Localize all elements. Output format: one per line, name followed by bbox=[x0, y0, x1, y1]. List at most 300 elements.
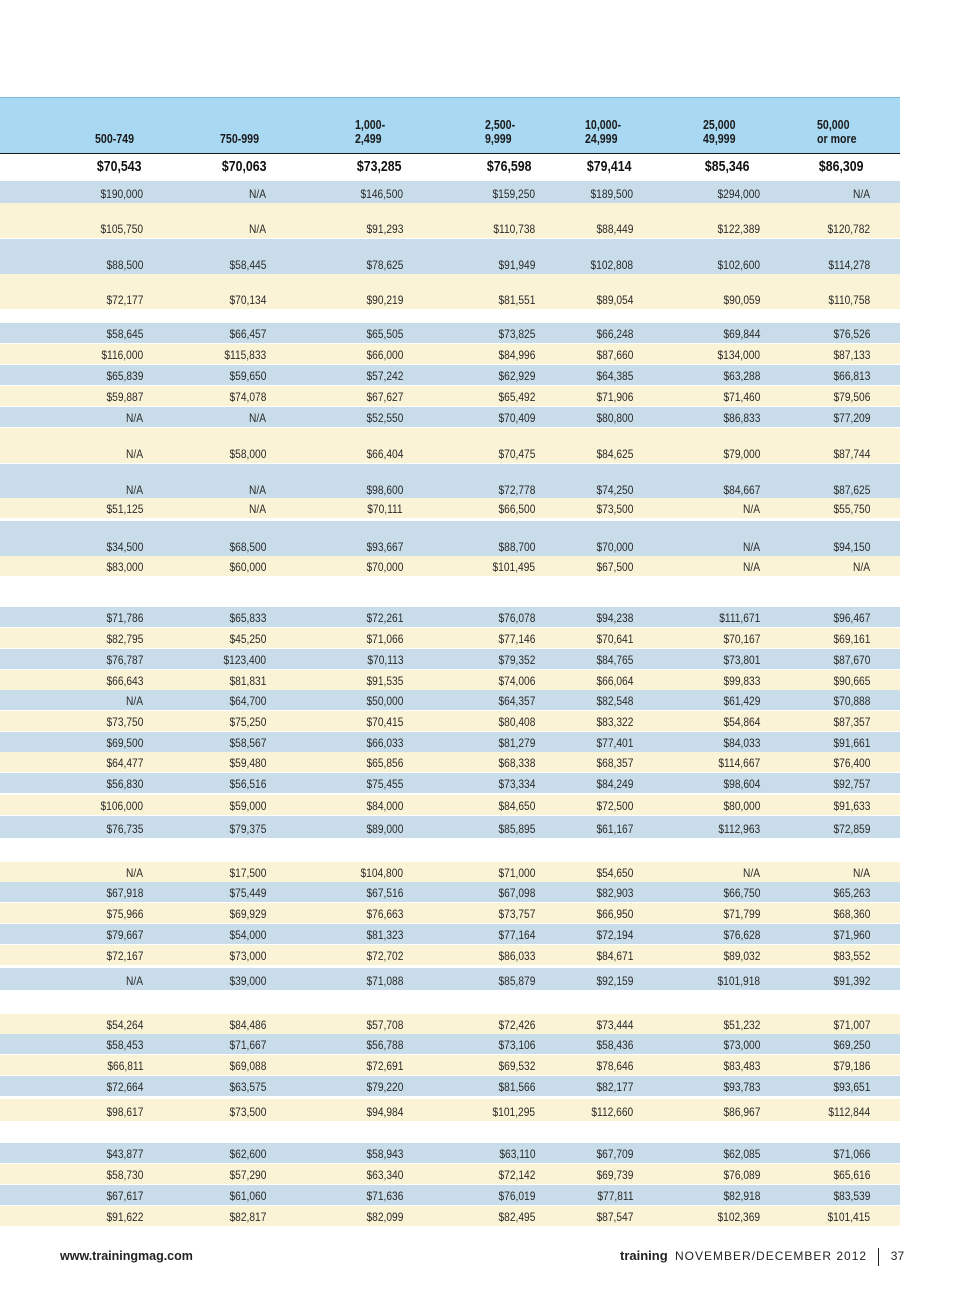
table-cell: N/A bbox=[248, 222, 266, 236]
table-cell: $58,445 bbox=[229, 258, 266, 272]
table-cell: $81,566 bbox=[498, 1080, 535, 1094]
table-cell: $59,650 bbox=[229, 369, 266, 383]
table-cell: $54,000 bbox=[229, 928, 266, 942]
table-cell: $70,111 bbox=[367, 502, 403, 516]
table-cell: $101,415 bbox=[827, 1210, 870, 1224]
table-cell: N/A bbox=[248, 483, 266, 497]
table-cell: $66,750 bbox=[723, 886, 760, 900]
table-cell: $68,338 bbox=[498, 756, 535, 770]
table-cell: $58,453 bbox=[106, 1038, 143, 1052]
table-cell: $92,757 bbox=[833, 777, 870, 791]
table-cell: $91,661 bbox=[833, 736, 870, 750]
table-cell: $106,000 bbox=[100, 799, 143, 813]
table-cell: $34,500 bbox=[106, 540, 143, 554]
table-cell: $73,500 bbox=[596, 502, 633, 516]
table-row bbox=[0, 1185, 900, 1205]
table-cell: $76,089 bbox=[723, 1168, 760, 1182]
table-row bbox=[0, 181, 900, 203]
table-cell: $39,000 bbox=[229, 974, 266, 988]
table-cell: $84,033 bbox=[723, 736, 760, 750]
table-row bbox=[0, 732, 900, 752]
table-cell: $98,600 bbox=[366, 483, 403, 497]
column-header-line: 750-999 bbox=[220, 132, 259, 146]
table-cell: $56,516 bbox=[229, 777, 266, 791]
table-cell: $72,691 bbox=[366, 1059, 403, 1073]
table-cell: $81,831 bbox=[229, 674, 266, 688]
table-cell: $75,250 bbox=[229, 715, 266, 729]
table-cell: $87,547 bbox=[596, 1210, 633, 1224]
table-row bbox=[0, 968, 900, 990]
table-cell: $84,765 bbox=[596, 653, 633, 667]
table-row bbox=[0, 795, 900, 815]
table-cell: $90,665 bbox=[833, 674, 870, 688]
table-cell: $73,334 bbox=[498, 777, 535, 791]
column-header-line: 25,000 bbox=[703, 118, 736, 132]
table-cell: $62,600 bbox=[229, 1147, 266, 1161]
table-cell: $54,650 bbox=[596, 866, 633, 880]
table-cell: $59,887 bbox=[106, 390, 143, 404]
table-cell: $76,078 bbox=[498, 611, 535, 625]
column-header-line: 1,000- bbox=[355, 118, 386, 132]
column-header-line: 49,999 bbox=[703, 132, 736, 146]
table-cell: $64,385 bbox=[596, 369, 633, 383]
table-cell: $77,164 bbox=[498, 928, 535, 942]
footer-divider bbox=[878, 1248, 879, 1266]
table-cell: $102,600 bbox=[717, 258, 760, 272]
table-cell: $89,000 bbox=[366, 822, 403, 836]
table-row bbox=[0, 344, 900, 364]
table-cell: $88,500 bbox=[106, 258, 143, 272]
table-cell: $116,000 bbox=[101, 348, 143, 362]
column-header-line: 2,499 bbox=[355, 132, 382, 146]
column-header-line: 500-749 bbox=[95, 132, 134, 146]
table-row bbox=[0, 1099, 900, 1121]
table-row bbox=[0, 690, 900, 710]
table-cell: $93,651 bbox=[833, 1080, 870, 1094]
table-cell: N/A bbox=[742, 866, 760, 880]
table-cell: $94,238 bbox=[596, 611, 633, 625]
table-cell: $190,000 bbox=[100, 187, 143, 201]
table-cell: $72,426 bbox=[498, 1018, 535, 1032]
table-row bbox=[0, 945, 900, 965]
table-cell: $62,929 bbox=[498, 369, 535, 383]
table-cell: $122,389 bbox=[717, 222, 760, 236]
table-cell: $96,467 bbox=[833, 611, 870, 625]
table-cell: $114,667 bbox=[718, 756, 760, 770]
table-cell: $65,856 bbox=[366, 756, 403, 770]
table-cell: $69,088 bbox=[229, 1059, 266, 1073]
table-cell: $66,000 bbox=[366, 348, 403, 362]
table-cell: $73,000 bbox=[229, 949, 266, 963]
table-row bbox=[0, 274, 900, 309]
table-row bbox=[0, 428, 900, 463]
table-cell: $50,000 bbox=[366, 694, 403, 708]
average-cell: $73,285 bbox=[356, 159, 402, 175]
table-cell: $76,400 bbox=[833, 756, 870, 770]
table-cell: $62,085 bbox=[723, 1147, 760, 1161]
average-cell: $79,414 bbox=[586, 159, 632, 175]
table-cell: $86,833 bbox=[723, 411, 760, 425]
table-cell: $87,357 bbox=[833, 715, 870, 729]
table-cell: $71,066 bbox=[833, 1147, 870, 1161]
table-cell: $85,895 bbox=[498, 822, 535, 836]
average-cell: $85,346 bbox=[704, 159, 750, 175]
table-cell: $71,799 bbox=[723, 907, 760, 921]
table-cell: $112,660 bbox=[591, 1105, 633, 1119]
table-cell: $67,617 bbox=[106, 1189, 143, 1203]
table-cell: $65,492 bbox=[498, 390, 535, 404]
table-cell: $79,375 bbox=[229, 822, 266, 836]
table-cell: $73,750 bbox=[106, 715, 143, 729]
table-cell: $67,516 bbox=[366, 886, 403, 900]
table-cell: $78,646 bbox=[596, 1059, 633, 1073]
table-row bbox=[0, 1076, 900, 1096]
table-cell: $71,636 bbox=[366, 1189, 403, 1203]
table-cell: $58,567 bbox=[229, 736, 266, 750]
table-cell: $87,670 bbox=[833, 653, 870, 667]
table-cell: $58,645 bbox=[106, 327, 143, 341]
table-cell: $98,617 bbox=[106, 1105, 143, 1119]
table-cell: $54,264 bbox=[106, 1018, 143, 1032]
table-cell: $64,477 bbox=[106, 756, 143, 770]
table-cell: $82,177 bbox=[596, 1080, 633, 1094]
column-header-line: 9,999 bbox=[485, 132, 512, 146]
table-row bbox=[0, 323, 900, 343]
table-cell: $84,667 bbox=[723, 483, 760, 497]
table-cell: $66,643 bbox=[106, 674, 143, 688]
table-cell: N/A bbox=[742, 502, 760, 516]
table-row bbox=[0, 407, 900, 427]
table-cell: $17,500 bbox=[229, 866, 266, 880]
table-cell: $86,033 bbox=[498, 949, 535, 963]
table-cell: $67,098 bbox=[498, 886, 535, 900]
table-cell: $77,811 bbox=[596, 1189, 633, 1203]
table-row bbox=[0, 1164, 900, 1184]
table-cell: $87,744 bbox=[833, 447, 870, 461]
table-cell: $73,106 bbox=[498, 1038, 535, 1052]
table-cell: $73,500 bbox=[229, 1105, 266, 1119]
table-cell: $72,778 bbox=[498, 483, 535, 497]
table-cell: $84,486 bbox=[229, 1018, 266, 1032]
table-cell: $69,532 bbox=[498, 1059, 535, 1073]
table-row bbox=[0, 752, 900, 772]
table-cell: $91,392 bbox=[833, 974, 870, 988]
table-cell: $65,263 bbox=[833, 886, 870, 900]
table-cell: N/A bbox=[125, 694, 143, 708]
table-cell: $83,322 bbox=[596, 715, 633, 729]
table-cell: $159,250 bbox=[492, 187, 535, 201]
table-cell: $73,444 bbox=[596, 1018, 633, 1032]
table-cell: $93,667 bbox=[366, 540, 403, 554]
table-cell: $71,088 bbox=[366, 974, 403, 988]
table-cell: $71,000 bbox=[498, 866, 535, 880]
table-cell: $86,967 bbox=[723, 1105, 760, 1119]
table-row bbox=[0, 365, 900, 385]
table-cell: $71,960 bbox=[833, 928, 870, 942]
table-cell: $114,278 bbox=[828, 258, 870, 272]
table-cell: $80,408 bbox=[498, 715, 535, 729]
column-header-line: 10,000- bbox=[585, 118, 622, 132]
table-cell: $51,125 bbox=[106, 502, 143, 516]
table-cell: $71,007 bbox=[833, 1018, 870, 1032]
table-cell: $66,950 bbox=[596, 907, 633, 921]
table-row bbox=[0, 556, 900, 576]
table-cell: $68,500 bbox=[229, 540, 266, 554]
table-cell: $79,186 bbox=[833, 1059, 870, 1073]
table-cell: $89,054 bbox=[596, 293, 633, 307]
table-cell: $58,943 bbox=[366, 1147, 403, 1161]
table-cell: $61,167 bbox=[596, 822, 633, 836]
table-cell: $120,782 bbox=[827, 222, 870, 236]
table-cell: $70,000 bbox=[366, 560, 403, 574]
table-cell: $72,702 bbox=[366, 949, 403, 963]
table-cell: N/A bbox=[125, 411, 143, 425]
table-cell: $70,134 bbox=[229, 293, 266, 307]
table-cell: $82,903 bbox=[596, 886, 633, 900]
table-cell: $79,667 bbox=[106, 928, 143, 942]
table-row bbox=[0, 521, 900, 556]
table-cell: $71,066 bbox=[366, 632, 403, 646]
table-cell: $76,019 bbox=[498, 1189, 535, 1203]
table-cell: $70,888 bbox=[833, 694, 870, 708]
table-cell: $82,548 bbox=[596, 694, 633, 708]
table-cell: $146,500 bbox=[360, 187, 403, 201]
table-cell: $70,415 bbox=[366, 715, 403, 729]
footer-issue bbox=[620, 1248, 904, 1266]
table-cell: $58,436 bbox=[596, 1038, 633, 1052]
table-cell: N/A bbox=[125, 483, 143, 497]
table-cell: $84,625 bbox=[596, 447, 633, 461]
column-header-line: 24,999 bbox=[585, 132, 618, 146]
table-cell: $71,906 bbox=[596, 390, 633, 404]
table-row bbox=[0, 1034, 900, 1054]
footer-brand: training bbox=[620, 1248, 668, 1264]
table-cell: $110,738 bbox=[493, 222, 535, 236]
table-cell: $83,483 bbox=[723, 1059, 760, 1073]
table-cell: $134,000 bbox=[717, 348, 760, 362]
table-cell: $102,808 bbox=[590, 258, 633, 272]
table-cell: $82,495 bbox=[498, 1210, 535, 1224]
average-cell: $76,598 bbox=[486, 159, 532, 175]
table-row bbox=[0, 711, 900, 731]
table-cell: $111,671 bbox=[718, 611, 760, 625]
table-cell: $72,500 bbox=[596, 799, 633, 813]
table-cell: $72,167 bbox=[106, 949, 143, 963]
table-cell: $67,627 bbox=[366, 390, 403, 404]
table-row bbox=[0, 1014, 900, 1034]
table-cell: $87,133 bbox=[833, 348, 870, 362]
table-cell: $99,833 bbox=[723, 674, 760, 688]
average-cell: $70,063 bbox=[221, 159, 267, 175]
table-cell: $66,813 bbox=[833, 369, 870, 383]
column-header-line: 50,000 bbox=[817, 118, 850, 132]
table-cell: $70,409 bbox=[498, 411, 535, 425]
table-cell: $80,800 bbox=[596, 411, 633, 425]
table-cell: $59,000 bbox=[229, 799, 266, 813]
table-cell: $85,879 bbox=[498, 974, 535, 988]
table-cell: $115,833 bbox=[224, 348, 266, 362]
table-cell: $70,167 bbox=[723, 632, 760, 646]
table-cell: $67,500 bbox=[596, 560, 633, 574]
table-cell: $57,290 bbox=[229, 1168, 266, 1182]
table-cell: $83,552 bbox=[833, 949, 870, 963]
table-cell: N/A bbox=[125, 447, 143, 461]
table-cell: $72,194 bbox=[596, 928, 633, 942]
table-cell: $76,663 bbox=[366, 907, 403, 921]
table-cell: $66,811 bbox=[106, 1059, 143, 1073]
table-cell: N/A bbox=[852, 866, 870, 880]
table-cell: $70,000 bbox=[596, 540, 633, 554]
table-row bbox=[0, 464, 900, 499]
table-cell: $89,032 bbox=[723, 949, 760, 963]
table-cell: N/A bbox=[248, 411, 266, 425]
table-cell: $63,340 bbox=[366, 1168, 403, 1182]
table-cell: N/A bbox=[742, 560, 760, 574]
table-cell: $65,839 bbox=[106, 369, 143, 383]
table-cell: $123,400 bbox=[223, 653, 266, 667]
footer-date: NOVEMBER/DECEMBER 2012 bbox=[675, 1249, 868, 1264]
table-cell: $74,078 bbox=[229, 390, 266, 404]
table-cell: $56,788 bbox=[366, 1038, 403, 1052]
table-row bbox=[0, 607, 900, 627]
table-cell: $72,859 bbox=[833, 822, 870, 836]
table-cell: $73,801 bbox=[723, 653, 760, 667]
table-cell: $54,864 bbox=[723, 715, 760, 729]
table-cell: $70,475 bbox=[498, 447, 535, 461]
table-cell: $90,059 bbox=[723, 293, 760, 307]
table-cell: $91,622 bbox=[106, 1210, 143, 1224]
table-cell: $66,404 bbox=[366, 447, 403, 461]
table-cell: $69,250 bbox=[833, 1038, 870, 1052]
table-cell: $64,357 bbox=[498, 694, 535, 708]
table-cell: $81,323 bbox=[366, 928, 403, 942]
table-cell: $294,000 bbox=[717, 187, 760, 201]
table-cell: $91,633 bbox=[833, 799, 870, 813]
table-cell: $83,000 bbox=[106, 560, 143, 574]
table-cell: N/A bbox=[125, 974, 143, 988]
footer-url[interactable]: www.trainingmag.com bbox=[60, 1249, 193, 1263]
table-cell: $79,000 bbox=[723, 447, 760, 461]
table-cell: $101,495 bbox=[492, 560, 535, 574]
table-cell: $77,401 bbox=[596, 736, 633, 750]
table-cell: $58,730 bbox=[106, 1168, 143, 1182]
table-cell: $82,918 bbox=[723, 1189, 760, 1203]
table-row bbox=[0, 773, 900, 793]
table-row bbox=[0, 882, 900, 902]
table-row bbox=[0, 924, 900, 944]
table-cell: N/A bbox=[248, 187, 266, 201]
table-cell: $82,795 bbox=[106, 632, 143, 646]
table-cell: $102,369 bbox=[717, 1210, 760, 1224]
table-cell: $81,551 bbox=[498, 293, 535, 307]
table-cell: $55,750 bbox=[833, 502, 870, 516]
table-row bbox=[0, 903, 900, 923]
table-cell: $101,918 bbox=[717, 974, 760, 988]
table-cell: $84,996 bbox=[498, 348, 535, 362]
table-cell: $72,142 bbox=[498, 1168, 535, 1182]
table-cell: $66,033 bbox=[366, 736, 403, 750]
table-row bbox=[0, 649, 900, 669]
table-cell: $98,604 bbox=[723, 777, 760, 791]
table-cell: $52,550 bbox=[366, 411, 403, 425]
table-cell: $73,825 bbox=[498, 327, 535, 341]
table-cell: $112,963 bbox=[718, 822, 760, 836]
table-cell: $70,641 bbox=[596, 632, 633, 646]
table-cell: $92,159 bbox=[596, 974, 633, 988]
table-cell: $73,000 bbox=[723, 1038, 760, 1052]
table-cell: $79,506 bbox=[833, 390, 870, 404]
table-cell: $75,966 bbox=[106, 907, 143, 921]
table-cell: $93,783 bbox=[723, 1080, 760, 1094]
table-cell: $104,800 bbox=[360, 866, 403, 880]
table-cell: $72,177 bbox=[106, 293, 143, 307]
table-cell: $67,709 bbox=[596, 1147, 633, 1161]
table-row bbox=[0, 1143, 900, 1163]
table-cell: $65,505 bbox=[366, 327, 403, 341]
table-cell: $75,455 bbox=[366, 777, 403, 791]
table-cell: $69,739 bbox=[596, 1168, 633, 1182]
table-cell: $84,249 bbox=[596, 777, 633, 791]
table-row bbox=[0, 862, 900, 882]
table-row bbox=[0, 498, 900, 518]
table-row bbox=[0, 816, 900, 838]
table-cell: $94,150 bbox=[833, 540, 870, 554]
table-cell: $112,844 bbox=[828, 1105, 870, 1119]
table-cell: $77,209 bbox=[833, 411, 870, 425]
table-cell: $84,000 bbox=[366, 799, 403, 813]
table-cell: $65,833 bbox=[229, 611, 266, 625]
table-row bbox=[0, 1055, 900, 1075]
table-cell: $74,006 bbox=[498, 674, 535, 688]
table-cell: $75,449 bbox=[229, 886, 266, 900]
table-cell: N/A bbox=[852, 187, 870, 201]
table-cell: $68,357 bbox=[596, 756, 633, 770]
table-cell: $101,295 bbox=[492, 1105, 535, 1119]
table-cell: $81,279 bbox=[498, 736, 535, 750]
table-cell: $59,480 bbox=[229, 756, 266, 770]
table-cell: $70,113 bbox=[366, 653, 403, 667]
table-cell: N/A bbox=[248, 502, 266, 516]
table-cell: $67,918 bbox=[106, 886, 143, 900]
table-cell: $66,457 bbox=[229, 327, 266, 341]
table-cell: $91,949 bbox=[498, 258, 535, 272]
table-cell: $82,099 bbox=[366, 1210, 403, 1224]
table-cell: $63,288 bbox=[723, 369, 760, 383]
table-cell: $80,000 bbox=[723, 799, 760, 813]
table-cell: N/A bbox=[742, 540, 760, 554]
table-cell: $84,671 bbox=[596, 949, 633, 963]
table-cell: $56,830 bbox=[106, 777, 143, 791]
table-cell: $72,664 bbox=[106, 1080, 143, 1094]
table-cell: $74,250 bbox=[596, 483, 633, 497]
table-row bbox=[0, 239, 900, 274]
table-cell: $69,844 bbox=[723, 327, 760, 341]
average-cell: $70,543 bbox=[96, 159, 142, 175]
table-cell: $76,628 bbox=[723, 928, 760, 942]
table-cell: $69,929 bbox=[229, 907, 266, 921]
table-cell: $63,110 bbox=[498, 1147, 535, 1161]
average-cell: $86,309 bbox=[818, 159, 864, 175]
table-cell: $71,786 bbox=[106, 611, 143, 625]
table-cell: $64,700 bbox=[229, 694, 266, 708]
table-cell: N/A bbox=[852, 560, 870, 574]
table-cell: $76,735 bbox=[106, 822, 143, 836]
table-cell: $88,449 bbox=[596, 222, 633, 236]
table-cell: $87,660 bbox=[596, 348, 633, 362]
table-cell: $91,535 bbox=[366, 674, 403, 688]
table-row bbox=[0, 670, 900, 690]
table-cell: $66,064 bbox=[596, 674, 633, 688]
